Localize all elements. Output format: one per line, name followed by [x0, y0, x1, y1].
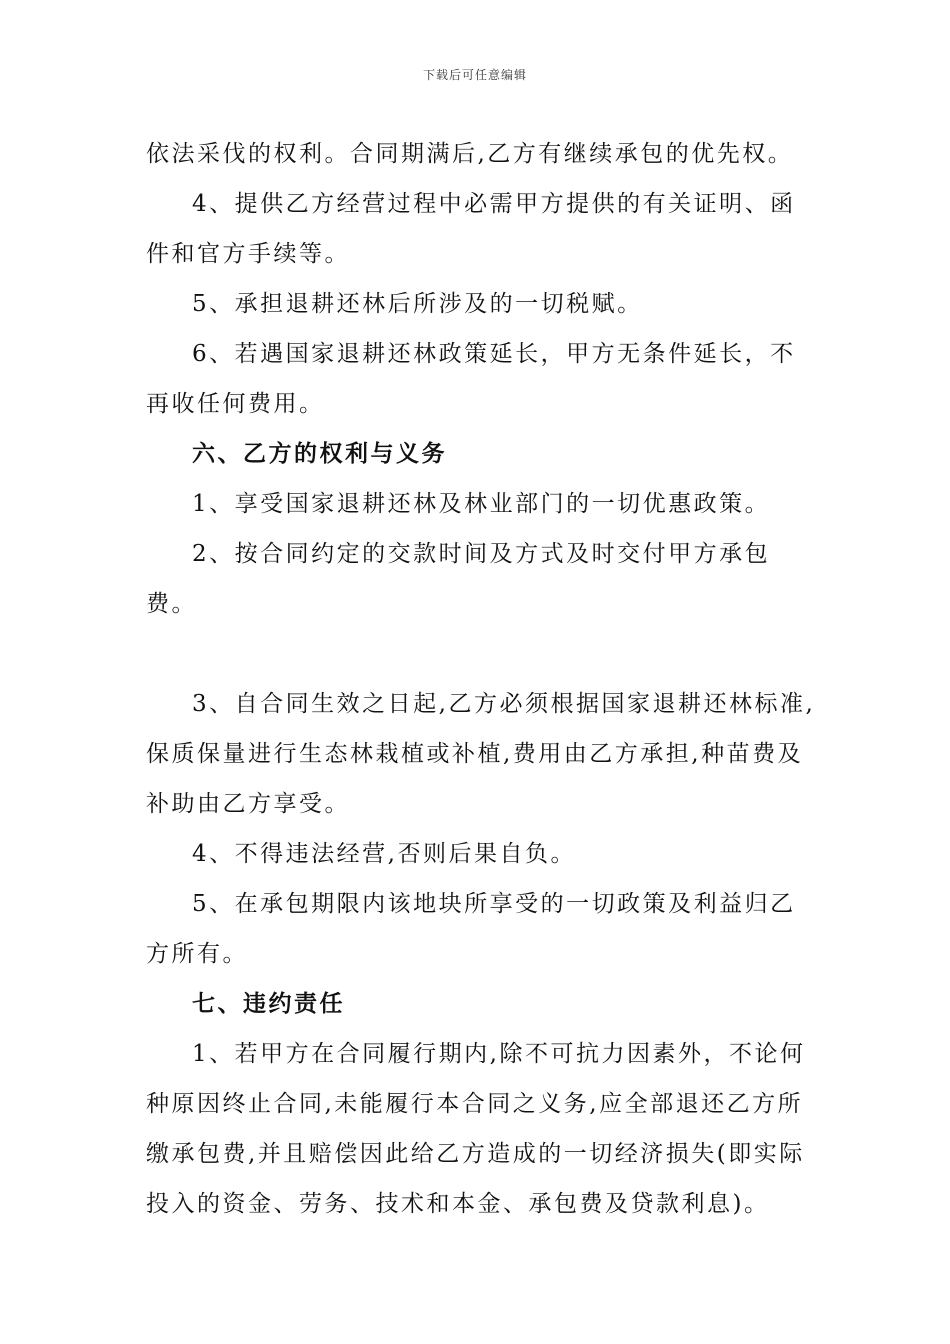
paragraph-item-5b: 5、在承包期限内该地块所享受的一切政策及利益归乙方所有。: [146, 891, 796, 967]
section-heading-6: 六、乙方的权利与义务: [192, 440, 447, 467]
paragraph-item-6: 6、若遇国家退耕还林政策延长，甲方无条件延长，不再收任何费用。: [146, 341, 796, 417]
paragraph-item-5: 5、承担退耕还林后所涉及的一切税赋。: [192, 291, 643, 317]
paragraph-item-4: 4、提供乙方经营过程中必需甲方提供的有关证明、函件和官方手续等。: [146, 191, 796, 267]
paragraph-continuation: 依法采伐的权利。合同期满后,乙方有继续承包的优先权。: [146, 141, 794, 167]
page-header: 下载后可任意编辑: [422, 68, 527, 82]
paragraph-item-1: 1、享受国家退耕还林及林业部门的一切优惠政策。: [192, 491, 771, 517]
paragraph-item-2: 2、按合同约定的交款时间及方式及时交付甲方承包费。: [146, 541, 771, 617]
section-heading-7: 七、违约责任: [192, 990, 345, 1017]
paragraph-item-3: 3、自合同生效之日起,乙方必须根据国家退耕还林标准,保质保量进行生态林栽植或补植,费用由乙方承担,种苗费及补助由乙方享受。: [146, 691, 816, 817]
blank-line: [146, 629, 816, 679]
paragraph-item-1b: 1、若甲方在合同履行期内,除不可抗力因素外，不论何种原因终止合同,未能履行本合同之义务,应全部退还乙方所缴承包费,并且赔偿因此给乙方造成的一切经济损失(即实际投入的资金、劳务、技术和本金、承包费及贷款利息)。: [146, 1041, 806, 1217]
paragraph-item-4b: 4、不得违法经营,否则后果自负。: [192, 841, 576, 867]
document-body: [146, 129, 816, 1229]
